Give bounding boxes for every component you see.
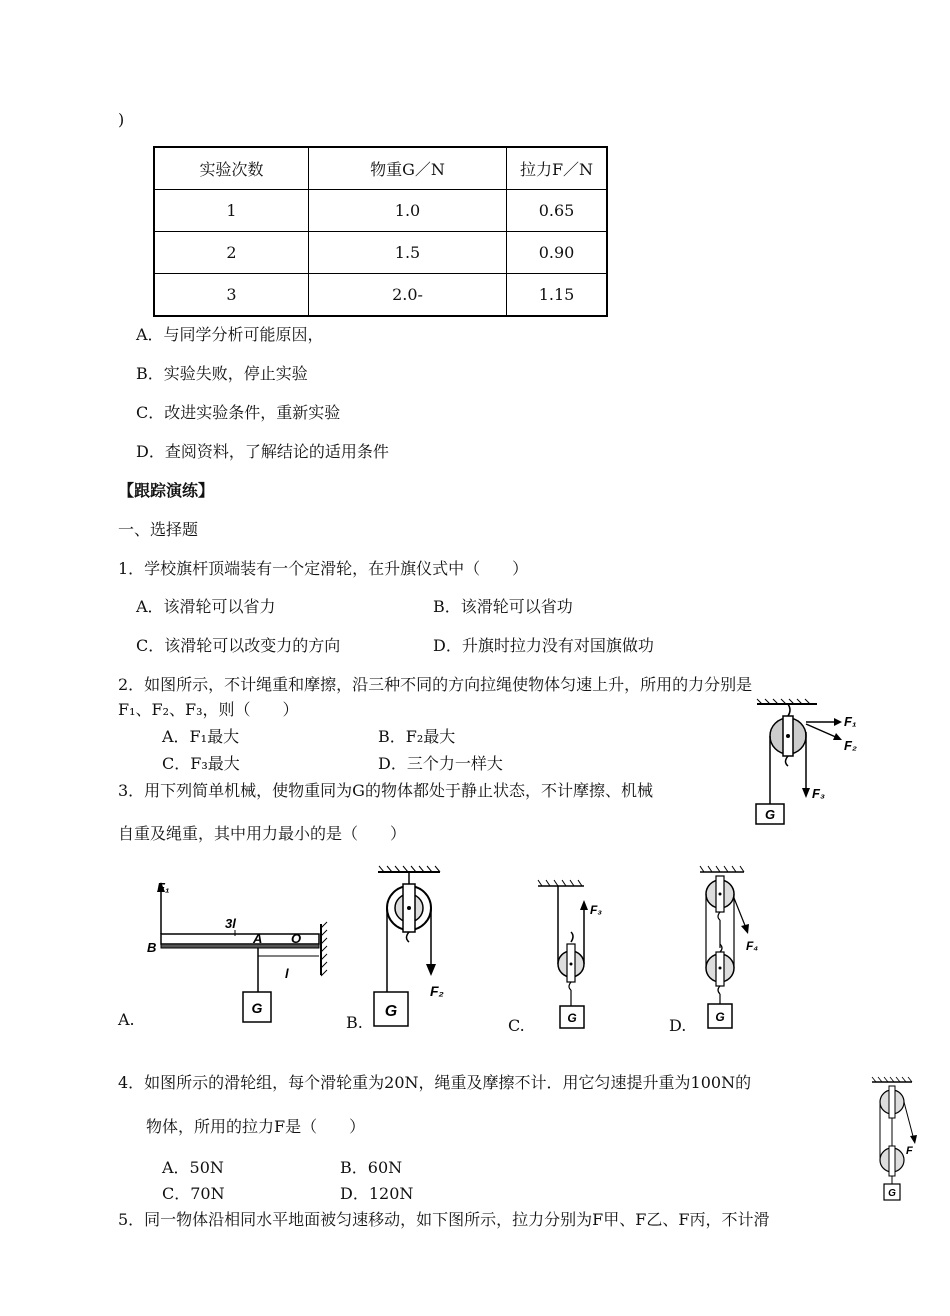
q2-f1-label: F₁ <box>844 714 857 729</box>
q2-stem-line2: F₁、F₂、F₃，则（ ） <box>118 700 299 719</box>
q4-option-d: D．120N <box>340 1184 414 1203</box>
q3-label-b: B. <box>346 1013 363 1032</box>
option-c: C．改进实验条件，重新实验 <box>136 403 341 422</box>
table-row <box>154 232 607 274</box>
q5-stem: 5．同一物体沿相同水平地面被匀速移动，如下图所示，拉力分别为F甲、F乙、F丙，不计滑 <box>118 1210 770 1229</box>
q3-o-label: O <box>291 931 302 946</box>
table-cell: 3 <box>154 274 309 317</box>
table-cell: 2 <box>154 232 309 274</box>
q3-d-weight: G <box>715 1010 725 1024</box>
q3-label-c: C. <box>508 1016 525 1035</box>
q3-pulley-block-figure <box>696 868 786 1034</box>
q3-3l-label: 3l <box>225 916 236 931</box>
table-header-row <box>154 147 607 190</box>
option-a: A．与同学分析可能原因， <box>136 325 324 344</box>
subsection-title: 一、选择题 <box>118 520 199 539</box>
q3-label-a: A. <box>118 1010 135 1029</box>
q2-stem-line1: 2．如图所示，不计绳重和摩擦，沿三种不同的方向拉绳使物体匀速上升，所用的力分别是 <box>118 675 753 694</box>
table-cell: 1.15 <box>507 274 608 317</box>
q1-option-a: A．该滑轮可以省力 <box>136 597 276 616</box>
q2-f2-label: F₂ <box>844 738 857 753</box>
q2-option-b: B．F₂最大 <box>378 727 456 746</box>
q3-a-label: A <box>253 931 263 946</box>
table-cell: 0.90 <box>507 232 608 274</box>
q4-stem-line2: 物体，所用的拉力F是（ ） <box>146 1117 366 1136</box>
q2-option-a: A．F₁最大 <box>162 727 240 746</box>
q3-f4-label: F₄ <box>746 939 759 953</box>
q1-option-d: D．升旗时拉力没有对国旗做功 <box>433 636 654 655</box>
q3-f1-label: F₁ <box>157 880 170 895</box>
q3-stem-line2: 自重及绳重，其中用力最小的是（ ） <box>118 824 407 843</box>
q3-c-weight: G <box>567 1011 577 1025</box>
table-header-cell: 实验次数 <box>154 147 309 190</box>
q2-f3-label: F₃ <box>812 786 825 801</box>
q4-option-b: B．60N <box>340 1158 403 1177</box>
q2-pulley-figure <box>752 702 872 827</box>
q4-option-c: C．70N <box>162 1184 225 1203</box>
table-cell: 2.0- <box>309 274 507 317</box>
q2-option-c: C．F₃最大 <box>162 754 240 773</box>
q3-l-label: l <box>285 966 289 981</box>
table-header-cell: 拉力F／N <box>507 147 608 190</box>
q1-stem: 1．学校旗杆顶端装有一个定滑轮，在升旗仪式中（ ） <box>118 559 529 578</box>
section-title: 【跟踪演练】 <box>118 481 215 500</box>
q2-weight-label: G <box>764 807 776 822</box>
option-b: B．实验失败，停止实验 <box>136 364 308 383</box>
q3-f2-label: F₂ <box>430 983 444 999</box>
option-d: D．查阅资料，了解结论的适用条件 <box>136 442 389 461</box>
q3-fixed-pulley-figure <box>372 868 462 1033</box>
q4-f-label: F <box>906 1145 913 1157</box>
q3-movable-pulley-figure <box>536 882 616 1032</box>
table-row <box>154 190 607 232</box>
q4-weight-label: G <box>888 1188 896 1199</box>
q1-option-c: C．该滑轮可以改变力的方向 <box>136 636 341 655</box>
q4-pulley-block-figure <box>870 1078 922 1204</box>
q3-stem-line1: 3．用下列简单机械，使物重同为G的物体都处于静止状态，不计摩擦、机械 <box>118 781 653 800</box>
q4-stem-line1: 4．如图所示的滑轮组，每个滑轮重为20N，绳重及摩擦不计．用它匀速提升重为100N的 <box>118 1073 752 1092</box>
stray-parenthesis: ) <box>118 110 125 129</box>
q1-option-b: B．该滑轮可以省功 <box>433 597 573 616</box>
table-cell: 0.65 <box>507 190 608 232</box>
q3-b-label: B <box>147 940 157 955</box>
table-cell: 1.0 <box>309 190 507 232</box>
experiment-table <box>153 146 608 317</box>
q3-f3-label: F₃ <box>590 903 602 917</box>
q3-b-weight: G <box>384 1003 398 1020</box>
q2-option-d: D．三个力一样大 <box>378 754 503 773</box>
q3-label-d: D. <box>669 1016 687 1035</box>
q4-option-a: A．50N <box>162 1158 224 1177</box>
q3-lever-figure <box>145 880 325 1030</box>
table-row <box>154 274 607 317</box>
q3-a-weight: G <box>251 1000 263 1016</box>
table-cell: 1.5 <box>309 232 507 274</box>
table-header-cell: 物重G／N <box>309 147 507 190</box>
table-cell: 1 <box>154 190 309 232</box>
